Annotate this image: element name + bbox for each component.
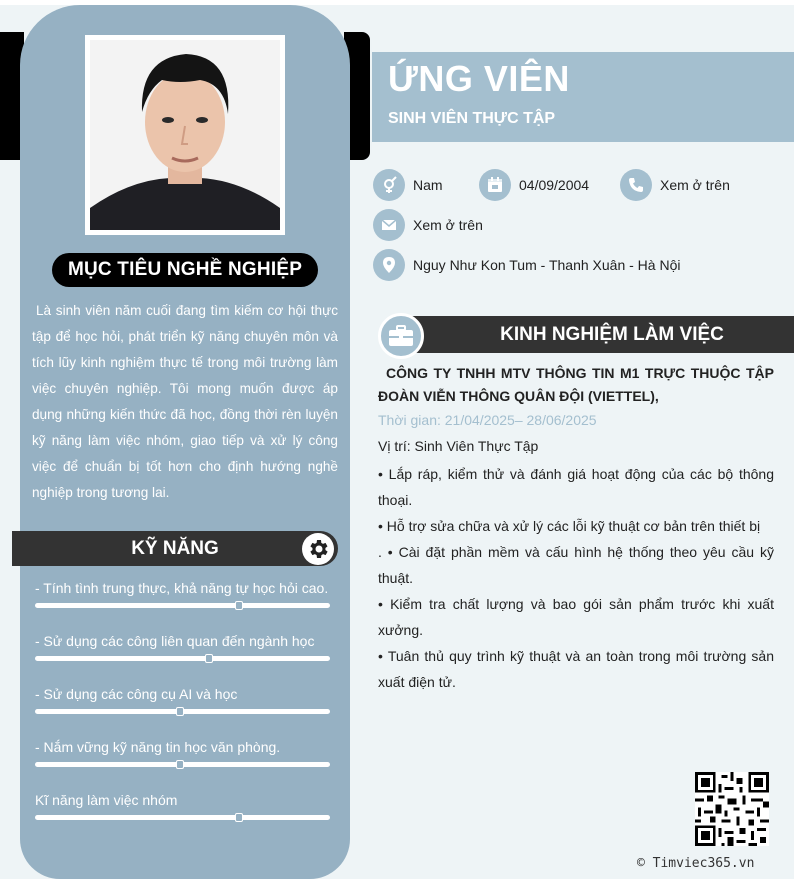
- skill-item: [35, 633, 331, 649]
- skill-level-track: [35, 656, 330, 661]
- duty-item: • Kiểm tra chất lượng và bao gói sản phẩm trước khi xuất xưởng.: [378, 596, 774, 638]
- skill-level-marker: [235, 601, 243, 610]
- skill-level-marker: [205, 654, 213, 663]
- gear-icon: [306, 537, 330, 561]
- skill-level-track: [35, 762, 330, 767]
- duty-item: . • Cài đặt phần mềm và cấu hình hệ thống theo yêu cầu kỹ thuật.: [378, 544, 774, 586]
- location-icon: [380, 256, 398, 274]
- skill-label: - Sử dụng các công cụ AI và học: [35, 686, 238, 702]
- email-icon-badge: [373, 209, 405, 241]
- experience-title: KINH NGHIỆM LÀM VIỆC: [410, 316, 794, 353]
- briefcase-icon-badge: [378, 313, 424, 359]
- address-value: Nguy Như Kon Tum - Thanh Xuân - Hà Nội: [413, 257, 681, 273]
- duty-item: • Lắp ráp, kiểm thử và đánh giá hoạt động của các bộ thông thoại.: [378, 466, 774, 508]
- gender-icon-badge: [373, 169, 405, 201]
- skill-item: [35, 686, 331, 702]
- profile-photo: [90, 40, 280, 230]
- location-icon-badge: [373, 249, 405, 281]
- qr-code: [695, 772, 769, 846]
- briefcase-icon: [388, 325, 414, 347]
- skill-item: [35, 739, 331, 755]
- calendar-icon: [486, 176, 504, 194]
- skill-level-marker: [235, 813, 243, 822]
- objective-title: MỤC TIÊU NGHỀ NGHIỆP: [52, 253, 318, 287]
- skill-label: Kĩ năng làm việc nhóm: [35, 792, 178, 808]
- skill-item: [35, 580, 331, 596]
- duty-item: • Hỗ trợ sửa chữa và xử lý các lỗi kỹ thuật cơ bản trên thiết bị: [378, 518, 761, 534]
- company-name: CÔNG TY TNHH MTV THÔNG TIN M1 TRỰC THUỘC TẬP ĐOÀN VIỄN THÔNG QUÂN ĐỘI (VIETTEL),: [378, 365, 774, 404]
- work-role: Vị trí: Sinh Viên Thực Tập: [378, 438, 539, 454]
- duty-list: [378, 461, 774, 695]
- objective-text: Là sinh viên năm cuối đang tìm kiếm cơ hội thực tập để học hỏi, phát triển kỹ năng chuyên môn và tích lũy kinh nghiệm thực tế trong môi trường làm việc chuyên nghiệp. Tôi mong muốn được áp dụng những kiến thức đã học, đồng thời rèn luyện kỹ năng làm việc nhóm, giao tiếp và xử lý công việc để chuẩn bị tốt hơn cho định hướng nghề nghiệp trong tương lai.: [32, 303, 338, 500]
- email-value: Xem ở trên: [413, 217, 483, 233]
- birthday-value: 04/09/2004: [519, 177, 590, 193]
- profile-photo-frame: [85, 35, 285, 235]
- skill-level-track: [35, 815, 330, 820]
- gender-icon: [379, 175, 399, 195]
- footer-credit: © Timviec365.vn: [637, 856, 755, 871]
- duty-item: • Tuân thủ quy trình kỹ thuật và an toàn trong môi trường sản xuất điện tử.: [378, 648, 774, 690]
- gender-value: Nam: [413, 177, 443, 193]
- email-icon: [380, 216, 398, 234]
- phone-icon: [627, 176, 645, 194]
- candidate-name: ỨNG VIÊN: [388, 58, 570, 99]
- skill-level-track: [35, 603, 330, 608]
- skill-level-marker: [176, 760, 184, 769]
- gear-icon-badge: [302, 533, 334, 565]
- skill-label: - Tính tình trung thực, khả năng tự học hỏi cao.: [35, 580, 329, 596]
- skill-item: [35, 792, 331, 808]
- skill-label: - Sử dụng các công liên quan đến ngành học: [35, 633, 315, 649]
- candidate-position: SINH VIÊN THỰC TẬP: [388, 110, 556, 127]
- skill-label: - Nắm vững kỹ năng tin học văn phòng.: [35, 739, 281, 755]
- skill-level-track: [35, 709, 330, 714]
- skills-title: KỸ NĂNG: [12, 531, 338, 566]
- calendar-icon-badge: [479, 169, 511, 201]
- phone-icon-badge: [620, 169, 652, 201]
- phone-value: Xem ở trên: [660, 177, 730, 193]
- skill-level-marker: [176, 707, 184, 716]
- work-period: Thời gian: 21/04/2025– 28/06/2025: [378, 412, 597, 428]
